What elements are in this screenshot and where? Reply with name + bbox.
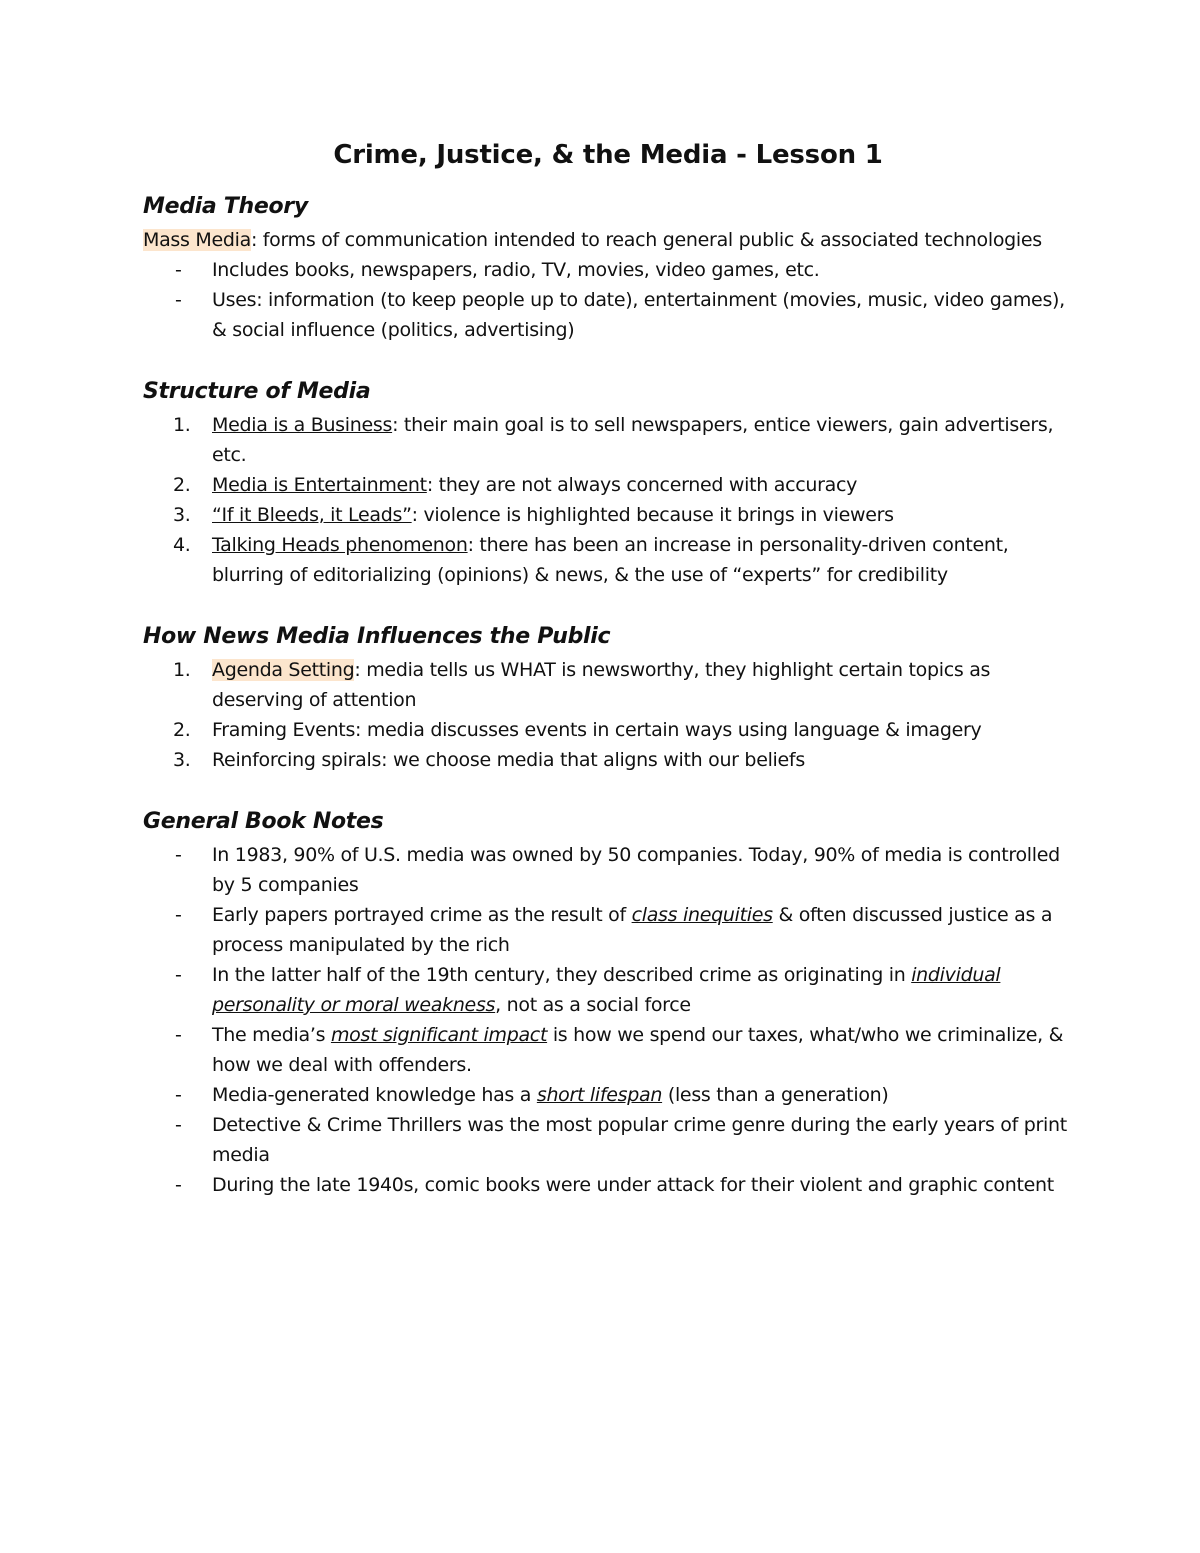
mass-media-definition bbox=[143, 225, 1073, 255]
list-item-text: Reinforcing spirals: we choose media that aligns with our beliefs bbox=[212, 749, 805, 771]
underlined-term: “If it Bleeds, it Leads” bbox=[212, 504, 412, 526]
list-item bbox=[143, 500, 1073, 530]
list-item-text: Detective & Crime Thrillers was the most popular crime genre during the early years of print media bbox=[212, 1114, 1067, 1166]
section-structure-of-media bbox=[143, 379, 1073, 590]
list-item-text: : their main goal is to sell newspapers, entice viewers, gain advertisers, etc. bbox=[212, 414, 1054, 466]
list-item-text: The media’s bbox=[212, 1024, 331, 1046]
list-item-text: : violence is highlighted because it brings in viewers bbox=[411, 504, 894, 526]
list-number: 3. bbox=[173, 504, 191, 526]
list-item-text: Early papers portrayed crime as the result of bbox=[212, 904, 632, 926]
emphasized-phrase: class inequities bbox=[631, 904, 773, 926]
list-item bbox=[143, 960, 1073, 1020]
list-number: 1. bbox=[173, 414, 191, 436]
section-media-theory bbox=[143, 194, 1073, 345]
emphasized-phrase: individual personality or moral weakness bbox=[212, 964, 1001, 1016]
list-item-text: Includes books, newspapers, radio, TV, movies, video games, etc. bbox=[212, 259, 820, 281]
list-item bbox=[143, 1170, 1073, 1200]
list-item-text: & often discussed justice as a process manipulated by the rich bbox=[212, 904, 1053, 956]
list-number: 2. bbox=[173, 719, 191, 741]
list-item bbox=[143, 655, 1073, 715]
dash-bullet: - bbox=[175, 904, 182, 926]
list-item-text: Uses: information (to keep people up to date), entertainment (movies, music, video games), & social influence (politics, advertising) bbox=[212, 289, 1065, 341]
list-item-text: During the late 1940s, comic books were under attack for their violent and graphic content bbox=[212, 1174, 1054, 1196]
list-item-text: In 1983, 90% of U.S. media was owned by 50 companies. Today, 90% of media is controlled by 5 companies bbox=[212, 844, 1060, 896]
section-heading-media-theory: Media Theory bbox=[143, 194, 308, 219]
dash-bullet: - bbox=[175, 844, 182, 866]
dash-bullet: - bbox=[175, 1114, 182, 1136]
dash-bullet: - bbox=[175, 289, 182, 311]
document-page bbox=[143, 140, 1073, 1234]
underlined-term: Media is a Business bbox=[212, 414, 393, 436]
list-number: 2. bbox=[173, 474, 191, 496]
list-item bbox=[143, 840, 1073, 900]
structure-list bbox=[143, 410, 1073, 590]
section-heading-structure: Structure of Media bbox=[143, 379, 371, 404]
dash-bullet: - bbox=[175, 964, 182, 986]
list-item-text: : there has been an increase in personality-driven content, blurring of editorializing (opinions) & news, & the use of “experts” for credibility bbox=[212, 534, 1009, 586]
list-item-text: , not as a social force bbox=[495, 994, 691, 1016]
dash-bullet: - bbox=[175, 259, 182, 281]
list-item bbox=[143, 1080, 1073, 1110]
list-item bbox=[143, 900, 1073, 960]
page-title: Crime, Justice, & the Media - Lesson 1 bbox=[333, 140, 883, 170]
emphasized-phrase: short lifespan bbox=[536, 1084, 663, 1106]
media-theory-list bbox=[143, 255, 1073, 345]
section-heading-book-notes: General Book Notes bbox=[143, 809, 384, 834]
list-item bbox=[143, 1020, 1073, 1080]
underlined-term: Talking Heads phenomenon bbox=[212, 534, 468, 556]
list-item bbox=[143, 745, 1073, 775]
list-item-text: : media tells us WHAT is newsworthy, they highlight certain topics as deserving of attention bbox=[212, 659, 991, 711]
list-item-text: (less than a generation) bbox=[662, 1084, 889, 1106]
list-item bbox=[143, 470, 1073, 500]
highlighted-term: Mass Media bbox=[143, 229, 251, 251]
dash-bullet: - bbox=[175, 1024, 182, 1046]
book-notes-list bbox=[143, 840, 1073, 1200]
list-item bbox=[143, 715, 1073, 745]
highlighted-term: Agenda Setting bbox=[212, 659, 355, 681]
list-item bbox=[143, 410, 1073, 470]
list-item-text: is how we spend our taxes, what/who we criminalize, & how we deal with offenders. bbox=[212, 1024, 1064, 1076]
list-item-text: Media-generated knowledge has a bbox=[212, 1084, 537, 1106]
list-item-text: Framing Events: media discusses events in certain ways using language & imagery bbox=[212, 719, 982, 741]
list-item bbox=[143, 530, 1073, 590]
list-item bbox=[143, 285, 1073, 345]
underlined-term: Media is Entertainment bbox=[212, 474, 427, 496]
list-item-text: : they are not always concerned with accuracy bbox=[426, 474, 858, 496]
definition-text: : forms of communication intended to reach general public & associated technologies bbox=[250, 229, 1042, 251]
dash-bullet: - bbox=[175, 1084, 182, 1106]
list-number: 3. bbox=[173, 749, 191, 771]
section-book-notes bbox=[143, 809, 1073, 1200]
list-item-text: In the latter half of the 19th century, they described crime as originating in bbox=[212, 964, 912, 986]
section-news-influence bbox=[143, 624, 1073, 775]
influence-list bbox=[143, 655, 1073, 775]
list-item bbox=[143, 255, 1073, 285]
section-heading-influence: How News Media Influences the Public bbox=[143, 624, 611, 649]
emphasized-phrase: most significant impact bbox=[330, 1024, 548, 1046]
list-item bbox=[143, 1110, 1073, 1170]
list-number: 4. bbox=[173, 534, 191, 556]
dash-bullet: - bbox=[175, 1174, 182, 1196]
list-number: 1. bbox=[173, 659, 191, 681]
